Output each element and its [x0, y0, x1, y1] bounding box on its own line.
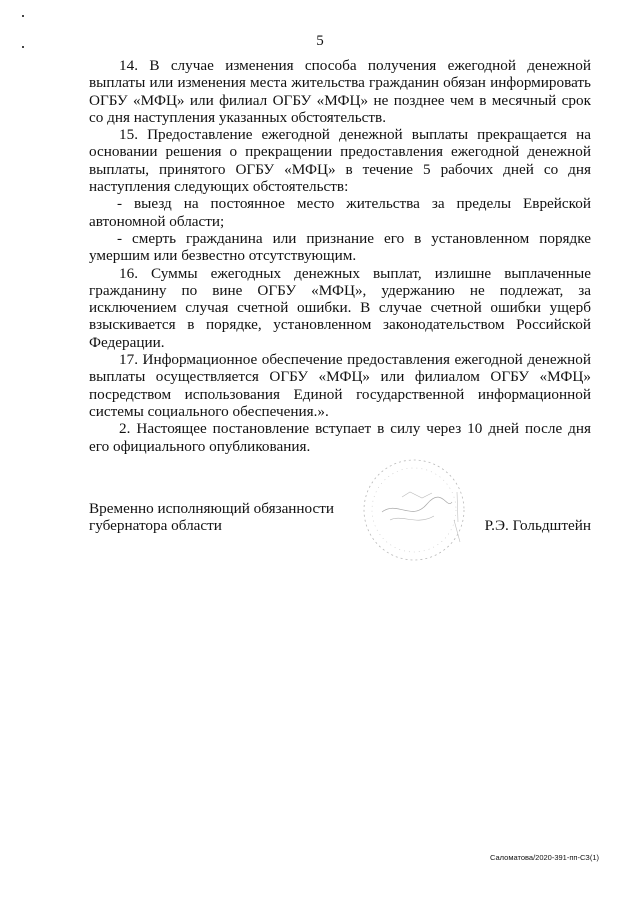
signatory-position [89, 500, 334, 535]
signatory-position-line2: губернатора области [89, 517, 222, 535]
paragraph-17: 17. Информационное обеспечение предоставления ежегодной денежной выплаты осуществляется ОГБУ «МФЦ» или филиалом ОГБУ «МФЦ» посредством использования Единой государственной информационной системы социального обеспечения.». [89, 351, 591, 420]
document-body [89, 57, 591, 455]
paragraph-14: 14. В случае изменения способа получения ежегодной денежной выплаты или изменения места жительства гражданин обязан информировать ОГБУ «МФЦ» или филиал ОГБУ «МФЦ» не позднее чем в месячный срок со дня наступления указанных обстоятельств. [89, 57, 591, 126]
paragraph-16: 16. Суммы ежегодных денежных выплат, излишне выплаченные гражданину по вине ОГБУ «МФЦ», удержанию не подлежат, за исключением случая счетной ошибки. В случае счетной ошибки ущерб взыскивается в порядке, установленном законодательством Российской Федерации. [89, 264, 591, 351]
signature-block [89, 500, 591, 580]
document-reference: Саломатова/2020-391-пп-СЗ(1) [490, 853, 599, 862]
list-item-death: - смерть гражданина или признание его в установленном порядке умершим или безвестно отсутствующим. [89, 229, 591, 265]
signatory-name: Р.Э. Гольдштейн [484, 517, 591, 534]
paragraph-15: 15. Предоставление ежегодной денежной выплаты прекращается на основании решения о прекращении предоставления ежегодной денежной выплаты, принятого ОГБУ «МФЦ» в течение 5 рабочих дней со дня наступления следующих обстоятельств: [89, 126, 591, 196]
list-item-departure: - выезд на постоянное место жительства за пределы Еврейской автономной области; [89, 195, 591, 230]
paragraph-2-effective-date: 2. Настоящее постановление вступает в силу через 10 дней после дня его официального опубликования. [89, 420, 591, 455]
signatory-position-line1: Временно исполняющий обязанности [89, 500, 335, 517]
scan-speck [22, 15, 24, 17]
page-number: 5 [316, 33, 324, 49]
